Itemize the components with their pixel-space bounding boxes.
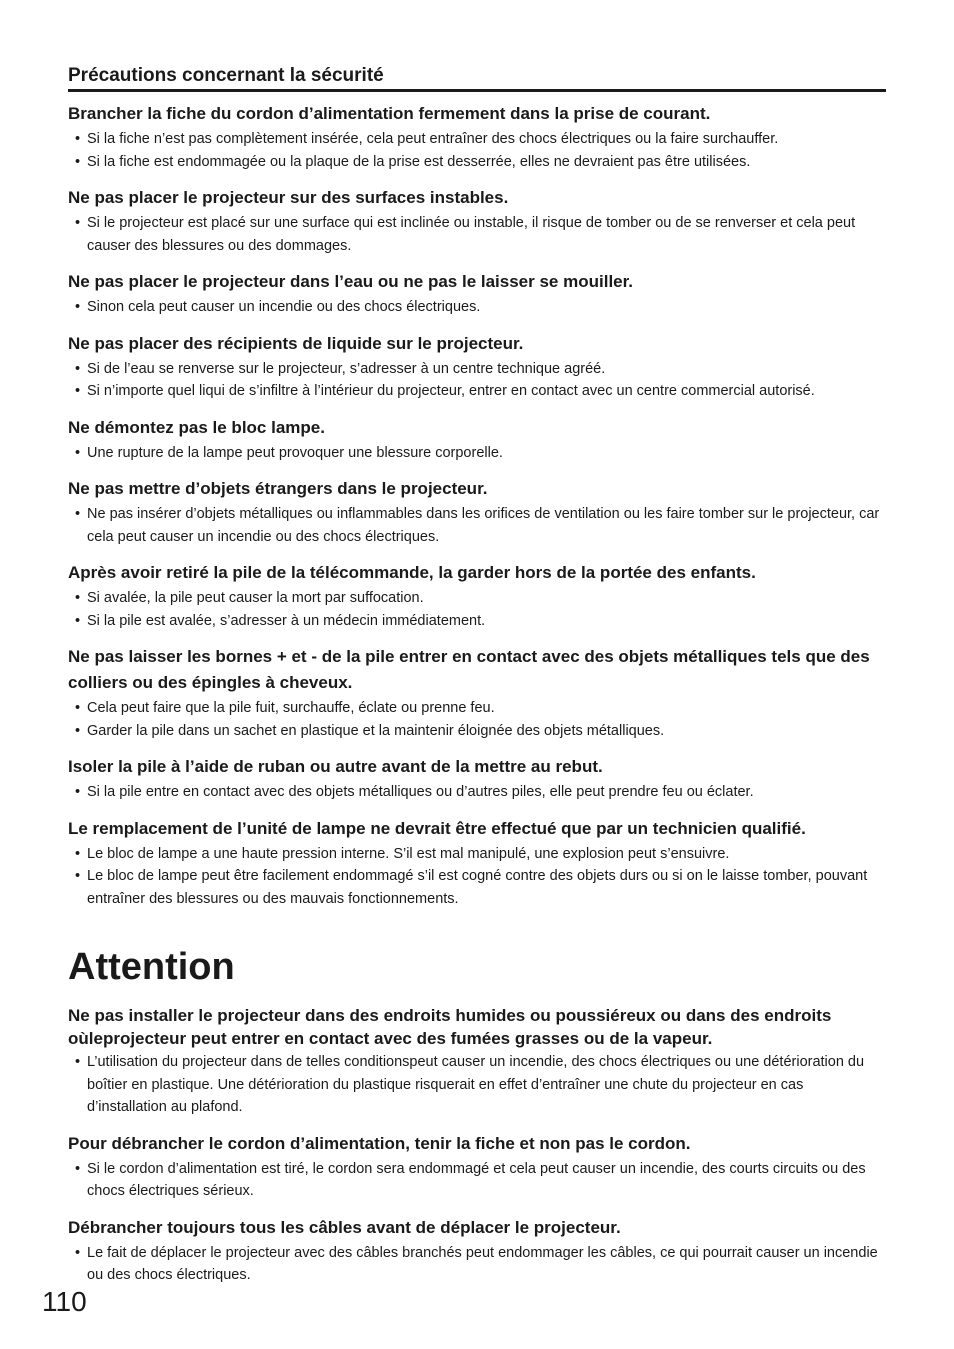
safety-precautions-list [68,101,886,910]
bullet-item: • Si la pile entre en contact avec des objets métalliques ou d’autres piles, elle peut prendre feu ou éclater. [68,781,886,804]
precaution-heading: Ne pas placer des récipients de liquide sur le projecteur. [68,333,524,353]
attention-heading: Pour débrancher le cordon d’alimentation, tenir la fiche et non pas le cordon. [68,1133,691,1153]
page-number: 110 [42,1286,87,1317]
precaution-bullets [68,212,886,257]
attention-block [68,1004,886,1119]
precaution-block [68,269,886,319]
bullet-item: • Cela peut faire que la pile fuit, surchauffe, éclate ou prenne feu. [68,697,886,720]
precaution-bullets [68,697,886,742]
attention-bullets [68,1242,886,1287]
precaution-heading: Ne pas laisser les bornes + et - de la pile entrer en contact avec des objets métalliques tels que des colliers ou des épingles à cheveux. [68,647,870,692]
precaution-bullets [68,128,886,173]
precaution-heading: Après avoir retiré la pile de la télécommande, la garder hors de la portée des enfants. [68,563,756,582]
attention-block [68,1131,886,1203]
bullet-item: • Ne pas insérer d’objets métalliques ou inflammables dans les orifices de ventilation ou les faire tomber sur le projecteur, car cela peut causer un incendie ou des chocs électriques. [68,503,886,548]
page-content [68,64,886,1299]
section-title: Précautions concernant la sécurité [68,64,886,92]
precaution-block [68,415,886,465]
precaution-block [68,185,886,257]
bullet-item: • Sinon cela peut causer un incendie ou des chocs électriques. [68,296,886,319]
precaution-bullets [68,442,886,465]
bullet-item: • L’utilisation du projecteur dans de telles conditionspeut causer un incendie, des chocs électriques ou une détérioration du boîtier en plastique. Une détérioration du plastique risquerait en effet d’entraîner une chute du projecteur en cas d’installation au plafond. [68,1051,886,1119]
bullet-item: • Si de l’eau se renverse sur le projecteur, s’adresser à un centre technique agréé. [68,358,886,381]
precaution-bullets [68,843,886,911]
attention-heading: Ne pas installer le projecteur dans des endroits humides ou poussiéreux ou dans des endroits oùleprojecteur peut entrer en contact avec des fumées grasses ou de la vapeur. [68,1006,832,1048]
precaution-bullets [68,587,886,632]
bullet-item: • Si n’importe quel liqui de s’infiltre à l’intérieur du projecteur, entrer en contact avec un centre commercial autorisé. [68,380,886,403]
attention-bullets [68,1051,886,1119]
bullet-item: • Si la fiche n’est pas complètement insérée, cela peut entraîner des chocs électriques ou la faire surchauffer. [68,128,886,151]
attention-title: Attention [68,946,235,988]
precaution-heading: Ne pas mettre d’objets étrangers dans le projecteur. [68,479,488,498]
bullet-item: • Si avalée, la pile peut causer la mort par suffocation. [68,587,886,610]
precaution-block [68,816,886,911]
precaution-heading: Le remplacement de l’unité de lampe ne devrait être effectué que par un technicien qualifié. [68,818,806,838]
precaution-bullets [68,781,886,804]
precaution-heading: Ne pas placer le projecteur dans l’eau ou ne pas le laisser se mouiller. [68,272,634,291]
precaution-bullets [68,358,886,403]
bullet-item: • Le fait de déplacer le projecteur avec des câbles branchés peut endommager les câbles, ce qui pourrait causer un incendie ou des chocs électriques. [68,1242,886,1287]
bullet-item: • Une rupture de la lampe peut provoquer une blessure corporelle. [68,442,886,465]
precaution-heading: Ne démontez pas le bloc lampe. [68,417,325,437]
attention-heading: Débrancher toujours tous les câbles avant de déplacer le projecteur. [68,1217,621,1237]
bullet-item: • Si la pile est avalée, s’adresser à un médecin immédiatement. [68,610,886,633]
precaution-heading: Isoler la pile à l’aide de ruban ou autre avant de la mettre au rebut. [68,757,603,776]
bullet-item: • Garder la pile dans un sachet en plastique et la maintenir éloignée des objets métalliques. [68,720,886,743]
attention-bullets [68,1158,886,1203]
precaution-block [68,560,886,632]
bullet-item: • Le bloc de lampe a une haute pression interne. S’il est mal manipulé, une explosion peut s’ensuivre. [68,843,886,866]
bullet-item: • Le bloc de lampe peut être facilement endommagé s’il est cogné contre des objets durs ou si on le laisse tomber, pouvant entraîner des blessures ou des mauvais fonctionnements. [68,865,886,910]
precaution-block [68,754,886,804]
precaution-block [68,476,886,548]
precaution-bullets [68,503,886,548]
attention-list [68,1004,886,1287]
attention-block [68,1215,886,1287]
precaution-block [68,644,886,742]
precaution-heading: Ne pas placer le projecteur sur des surfaces instables. [68,188,509,207]
precaution-bullets [68,296,886,319]
bullet-item: • Si le projecteur est placé sur une surface qui est inclinée ou instable, il risque de tomber ou de se renverser et cela peut causer des blessures ou des dommages. [68,212,886,257]
precaution-heading: Brancher la fiche du cordon d’alimentation fermement dans la prise de courant. [68,104,711,123]
bullet-item: • Si la fiche est endommagée ou la plaque de la prise est desserrée, elles ne devraient pas être utilisées. [68,151,886,174]
bullet-item: • Si le cordon d’alimentation est tiré, le cordon sera endommagé et cela peut causer un incendie, des courts circuits ou des chocs électriques sérieux. [68,1158,886,1203]
precaution-block [68,331,886,403]
precaution-block [68,101,886,173]
